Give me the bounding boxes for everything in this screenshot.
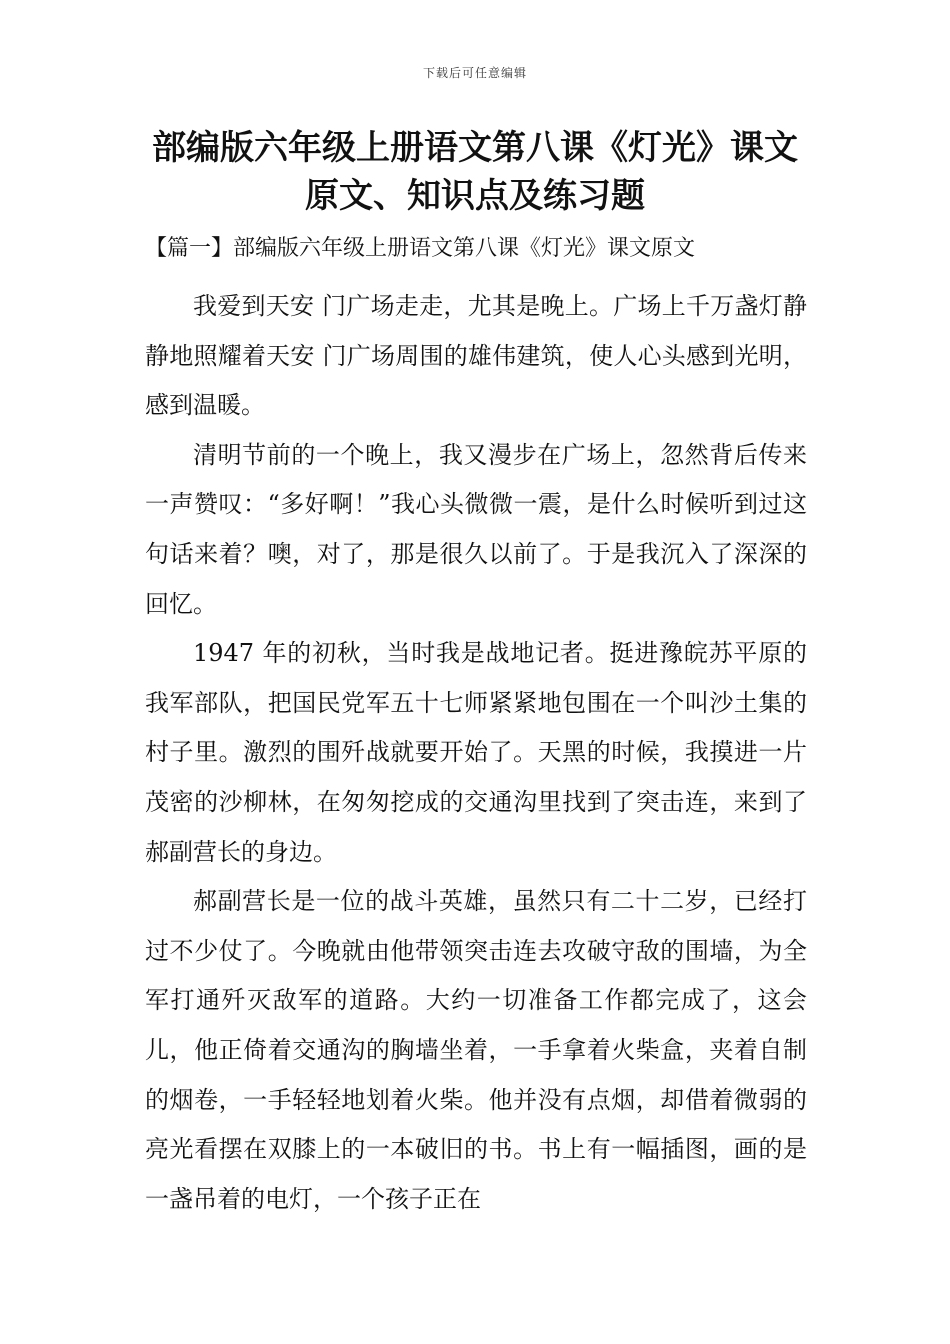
section-heading: 【篇一】部编版六年级上册语文第八课《灯光》课文原文 bbox=[145, 236, 696, 261]
document-title: 部编版六年级上册语文第八课《灯光》课文原文、知识点及练习题 bbox=[152, 128, 798, 216]
paragraph: 我爱到天安 门广场走走，尤其是晚上。广场上千万盏灯静静地照耀着天安 门广场周围的雄伟建筑，使人心头感到光明，感到温暖。 bbox=[145, 292, 807, 420]
paragraph: 郝副营长是一位的战斗英雄，虽然只有二十二岁，已经打过不少仗了。今晚就由他带领突击连去攻破守敌的围墙，为全军打通歼灭敌军的道路。大约一切准备工作都完成了，这会儿，他正倚着交通沟的胸墙坐着，一手拿着火柴盒，夹着自制的烟卷，一手轻轻地划着火柴。他并没有点烟，却借着微弱的亮光看摆在双膝上的一本破旧的书。书上有一幅插图，画的是一盏吊着的电灯，一个孩子正在 bbox=[145, 887, 807, 1213]
article-body bbox=[145, 282, 807, 1224]
header-note: 下载后可任意编辑 bbox=[422, 66, 527, 80]
paragraph: 1947 年的初秋，当时我是战地记者。挺进豫皖苏平原的我军部队，把国民党军五十七师紧紧地包围在一个叫沙土集的村子里。激烈的围歼战就要开始了。天黑的时候，我摸进一片茂密的沙柳林，在匆匆挖成的交通沟里找到了突击连，来到了郝副营长的身边。 bbox=[145, 639, 807, 866]
paragraph: 清明节前的一个晚上，我又漫步在广场上，忽然背后传来一声赞叹：“多好啊！”我心头微微一震，是什么时候听到过这句话来着？噢，对了，那是很久以前了。于是我沉入了深深的回忆。 bbox=[145, 440, 807, 618]
